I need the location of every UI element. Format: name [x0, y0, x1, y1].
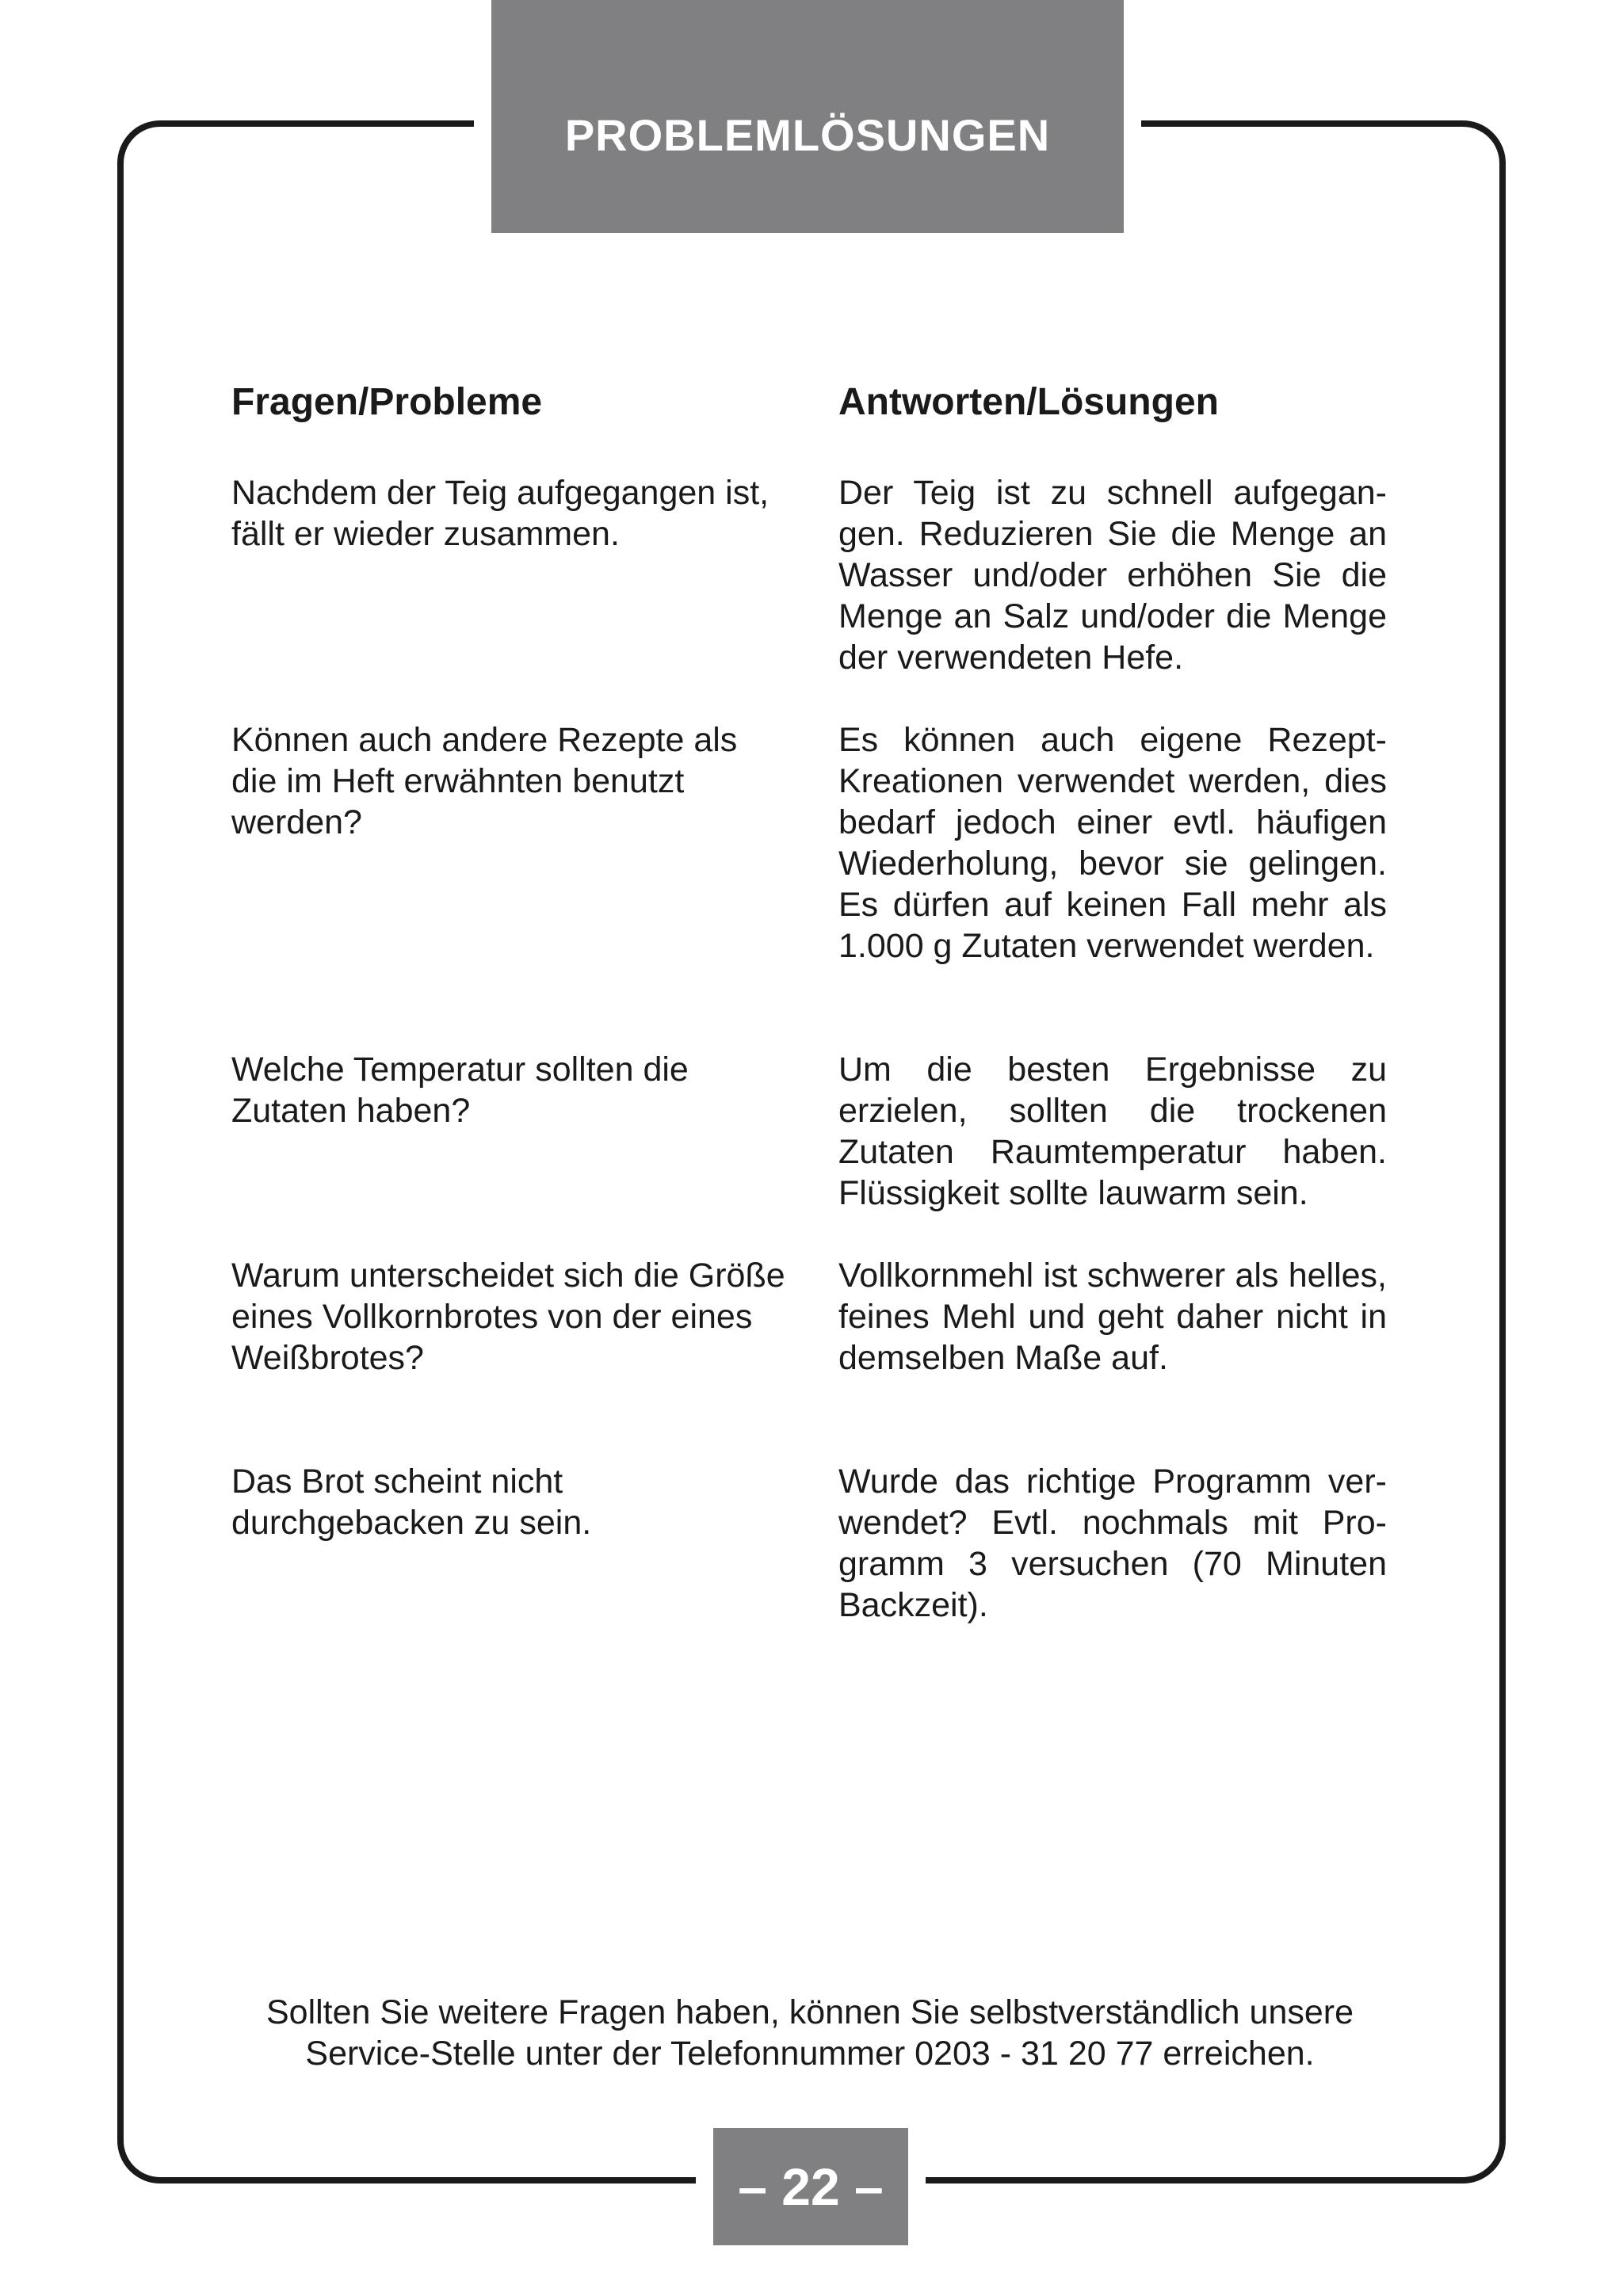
- faq-answer: Es können auch eigene Rezept-Kreationen verwendet werden, dies bedarf jedoch einer evtl. häufigen Wiederholung, bevor sie gelingen. Es dürfen auf keinen Fall mehr als 1.000 g Zutaten verwendet werden.: [838, 721, 1387, 965]
- service-note-line-2: Service-Stelle unter der Telefonnummer 0203 - 31 20 77 erreichen.: [305, 2035, 1315, 2073]
- questions-column-header: Fragen/Probleme: [231, 381, 543, 423]
- faq-question: Können auch andere Rezepte als die im Heft erwähnten benutzt werden?: [231, 721, 738, 841]
- section-title-tab: [491, 0, 1124, 233]
- service-contact-note: [231, 1992, 1388, 2074]
- answers-column-header: Antworten/Lösungen: [838, 381, 1219, 423]
- faq-question: Warum unterscheidet sich die Größe eines Vollkornbrotes von der eines Weißbrotes?: [231, 1257, 785, 1377]
- faq-question: Das Brot scheint nicht durchgebacken zu sein.: [231, 1463, 592, 1542]
- faq-question: Nachdem der Teig aufgegangen ist, fällt er wieder zusammen.: [231, 474, 769, 553]
- faq-answer: Wurde das richtige Programm verwendet? Evtl. nochmals mit Programm 3 versuchen (70 Minuten Backzeit).: [838, 1463, 1387, 1624]
- faq-answer: Um die besten Ergebnisse zu erzielen, sollten die trockenen Zutaten Raumtemperatur haben. Flüssigkeit sollte lauwarm sein.: [838, 1051, 1387, 1212]
- page-number-tab: [713, 2128, 908, 2245]
- faq-question: Welche Temperatur sollten die Zutaten haben?: [231, 1051, 689, 1130]
- page-number: – 22 –: [738, 2157, 884, 2216]
- service-note-line-1: Sollten Sie weitere Fragen haben, können Sie selbstverständlich unsere: [265, 1993, 1354, 2031]
- section-title: PROBLEMLÖSUNGEN: [564, 110, 1051, 160]
- faq-answer: Der Teig ist zu schnell aufgegangen. Reduzieren Sie die Menge an Wasser und/oder erhöhen Sie die Menge an Salz und/oder die Menge der verwendeten Hefe.: [838, 474, 1387, 677]
- faq-answer: Vollkornmehl ist schwerer als helles, feines Mehl und geht daher nicht in demselben Maße auf.: [838, 1257, 1387, 1377]
